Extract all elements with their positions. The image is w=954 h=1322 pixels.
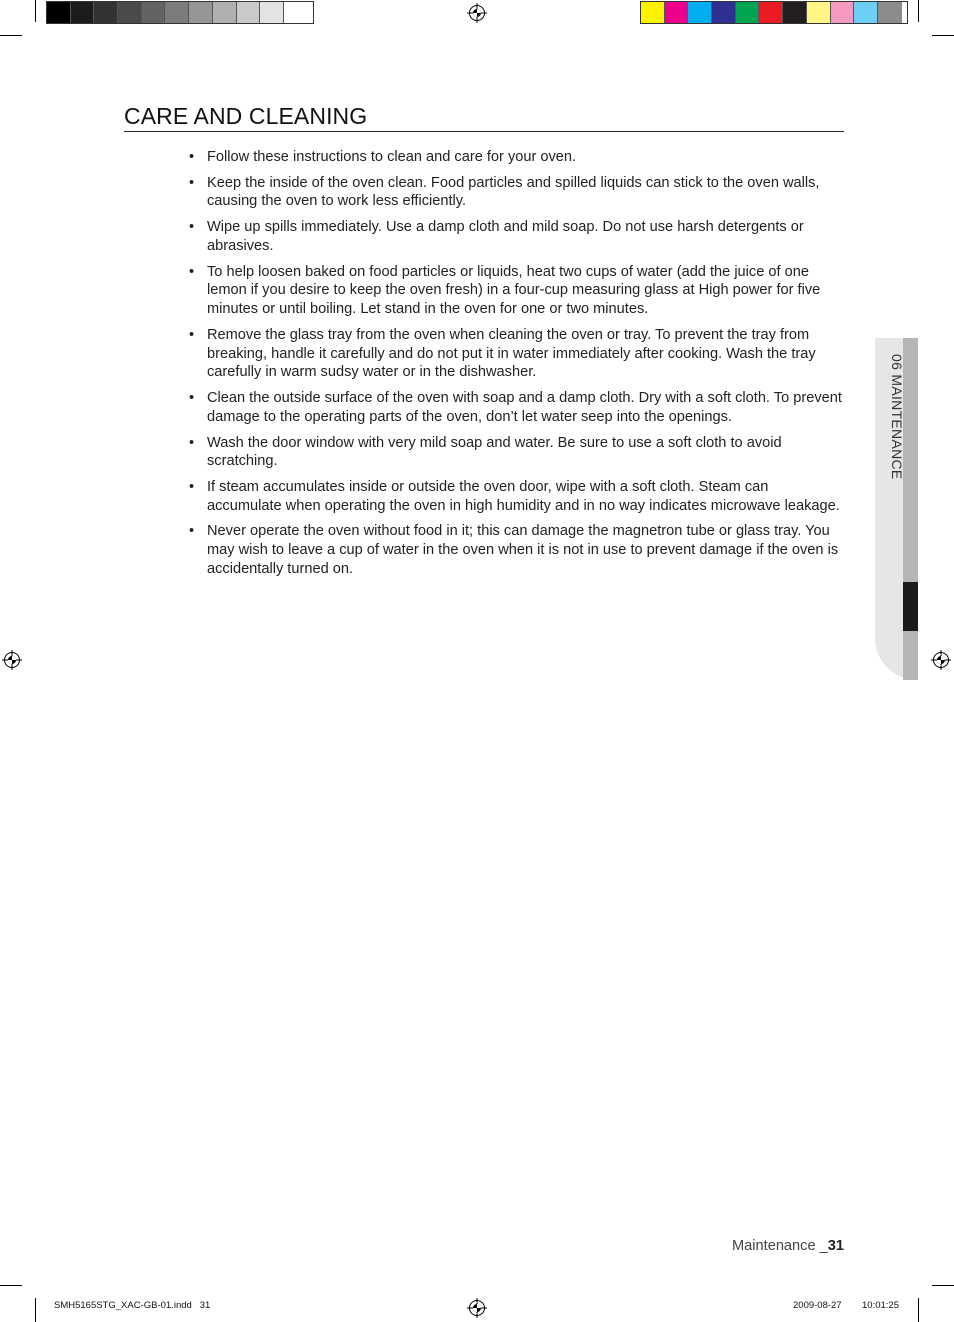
page-title: CARE AND CLEANING — [124, 103, 368, 129]
footer-section: Maintenance _ — [732, 1238, 828, 1254]
bullet-icon: • — [189, 390, 195, 407]
gray-swatch — [47, 2, 71, 23]
color-swatch — [641, 2, 665, 23]
crop-mark — [918, 1298, 919, 1322]
color-swatch — [807, 2, 831, 23]
list-item-text: Wash the door window with very mild soap and water. Be sure to use a soft cloth to avoid scratching. — [207, 434, 782, 470]
list-item — [186, 434, 846, 471]
list-item-text: Never operate the oven without food in it; this can damage the magnetron tube or glass tray. You may wish to leave a cup of water in the oven when it is not in use to prevent damage if the oven is accidentally turned on. — [207, 523, 839, 577]
crop-mark — [35, 1298, 36, 1322]
list-item-text: To help loosen baked on food particles or liquids, heat two cups of water (add the juice of one lemon if you desire to keep the oven fresh) in a four-cup measuring glass at High power for five minutes or until boiling. Let stand in the oven for one or two minutes. — [207, 263, 821, 318]
crop-mark — [932, 35, 954, 36]
list-item-text: Keep the inside of the oven clean. Food particles and spilled liquids can stick to the oven walls, causing the oven to work less efficiently. — [207, 174, 820, 210]
registration-mark-icon — [2, 650, 22, 670]
bullet-icon: • — [189, 523, 195, 540]
grayscale-color-bar — [46, 1, 314, 24]
color-swatch — [783, 2, 807, 23]
gray-swatch — [118, 2, 142, 23]
color-swatch — [712, 2, 736, 23]
crop-mark — [35, 0, 36, 22]
page-footer — [732, 1238, 844, 1254]
list-item-text: If steam accumulates inside or outside the oven door, wipe with a soft cloth. Steam can accumulate when operating the oven in high humidity and in no way indicates microwave leakage. — [207, 478, 840, 514]
process-color-bar — [640, 1, 908, 24]
bullet-icon: • — [189, 174, 195, 191]
slug-file: SMH5165STG_XAC-GB-01.indd 31 — [54, 1300, 211, 1311]
color-swatch — [736, 2, 760, 23]
page-number: 31 — [827, 1238, 844, 1254]
bullet-icon: • — [189, 149, 195, 165]
list-item — [186, 218, 846, 255]
list-item — [186, 389, 846, 426]
slug-time: 10:01:25 — [862, 1300, 899, 1311]
gray-swatch — [260, 2, 284, 23]
care-instructions-list — [186, 148, 846, 586]
list-item-text: Remove the glass tray from the oven when cleaning the oven or tray. To prevent the tray from breaking, handle it carefully and do not put it in water immediately after cooking. Wash the tray carefully in warm sudsy water or in the dishwasher. — [207, 326, 816, 381]
bullet-icon: • — [189, 478, 195, 495]
gray-swatch — [189, 2, 213, 23]
color-swatch — [688, 2, 712, 23]
list-item — [186, 478, 846, 515]
list-item — [186, 263, 846, 319]
gray-swatch — [213, 2, 237, 23]
crop-mark — [918, 0, 919, 22]
list-item-text: Clean the outside surface of the oven with soap and a damp cloth. Dry with a soft cloth. To prevent damage to the operating parts of the oven, don’t let water seep into the openings. — [207, 390, 842, 425]
list-item — [186, 522, 846, 578]
bullet-icon: • — [189, 219, 195, 236]
chapter-tab-label: 06 MAINTENANCE — [889, 354, 905, 480]
list-item-text: Follow these instructions to clean and care for your oven. — [207, 149, 577, 165]
gray-swatch — [71, 2, 95, 23]
list-item — [186, 174, 846, 211]
crop-mark — [932, 1285, 954, 1286]
bullet-icon: • — [189, 263, 195, 280]
color-swatch — [878, 2, 902, 23]
gray-swatch — [237, 2, 261, 23]
crop-mark — [0, 1285, 22, 1286]
registration-mark-icon — [931, 650, 951, 670]
color-swatch — [665, 2, 689, 23]
gray-swatch — [284, 2, 308, 23]
list-item — [186, 148, 846, 167]
color-swatch — [854, 2, 878, 23]
title-underline — [124, 131, 844, 132]
list-item-text: Wipe up spills immediately. Use a damp cloth and mild soap. Do not use harsh detergents or abrasives. — [207, 219, 804, 254]
chapter-tab-marker — [903, 582, 918, 631]
color-swatch — [831, 2, 855, 23]
bullet-icon: • — [189, 326, 195, 343]
color-swatch — [759, 2, 783, 23]
list-item — [186, 326, 846, 382]
gray-swatch — [142, 2, 166, 23]
gray-swatch — [165, 2, 189, 23]
registration-mark-icon — [467, 3, 487, 23]
registration-mark-icon — [467, 1298, 487, 1318]
gray-swatch — [94, 2, 118, 23]
bullet-icon: • — [189, 434, 195, 451]
slug-date: 2009-08-27 — [793, 1300, 842, 1311]
crop-mark — [0, 35, 22, 36]
